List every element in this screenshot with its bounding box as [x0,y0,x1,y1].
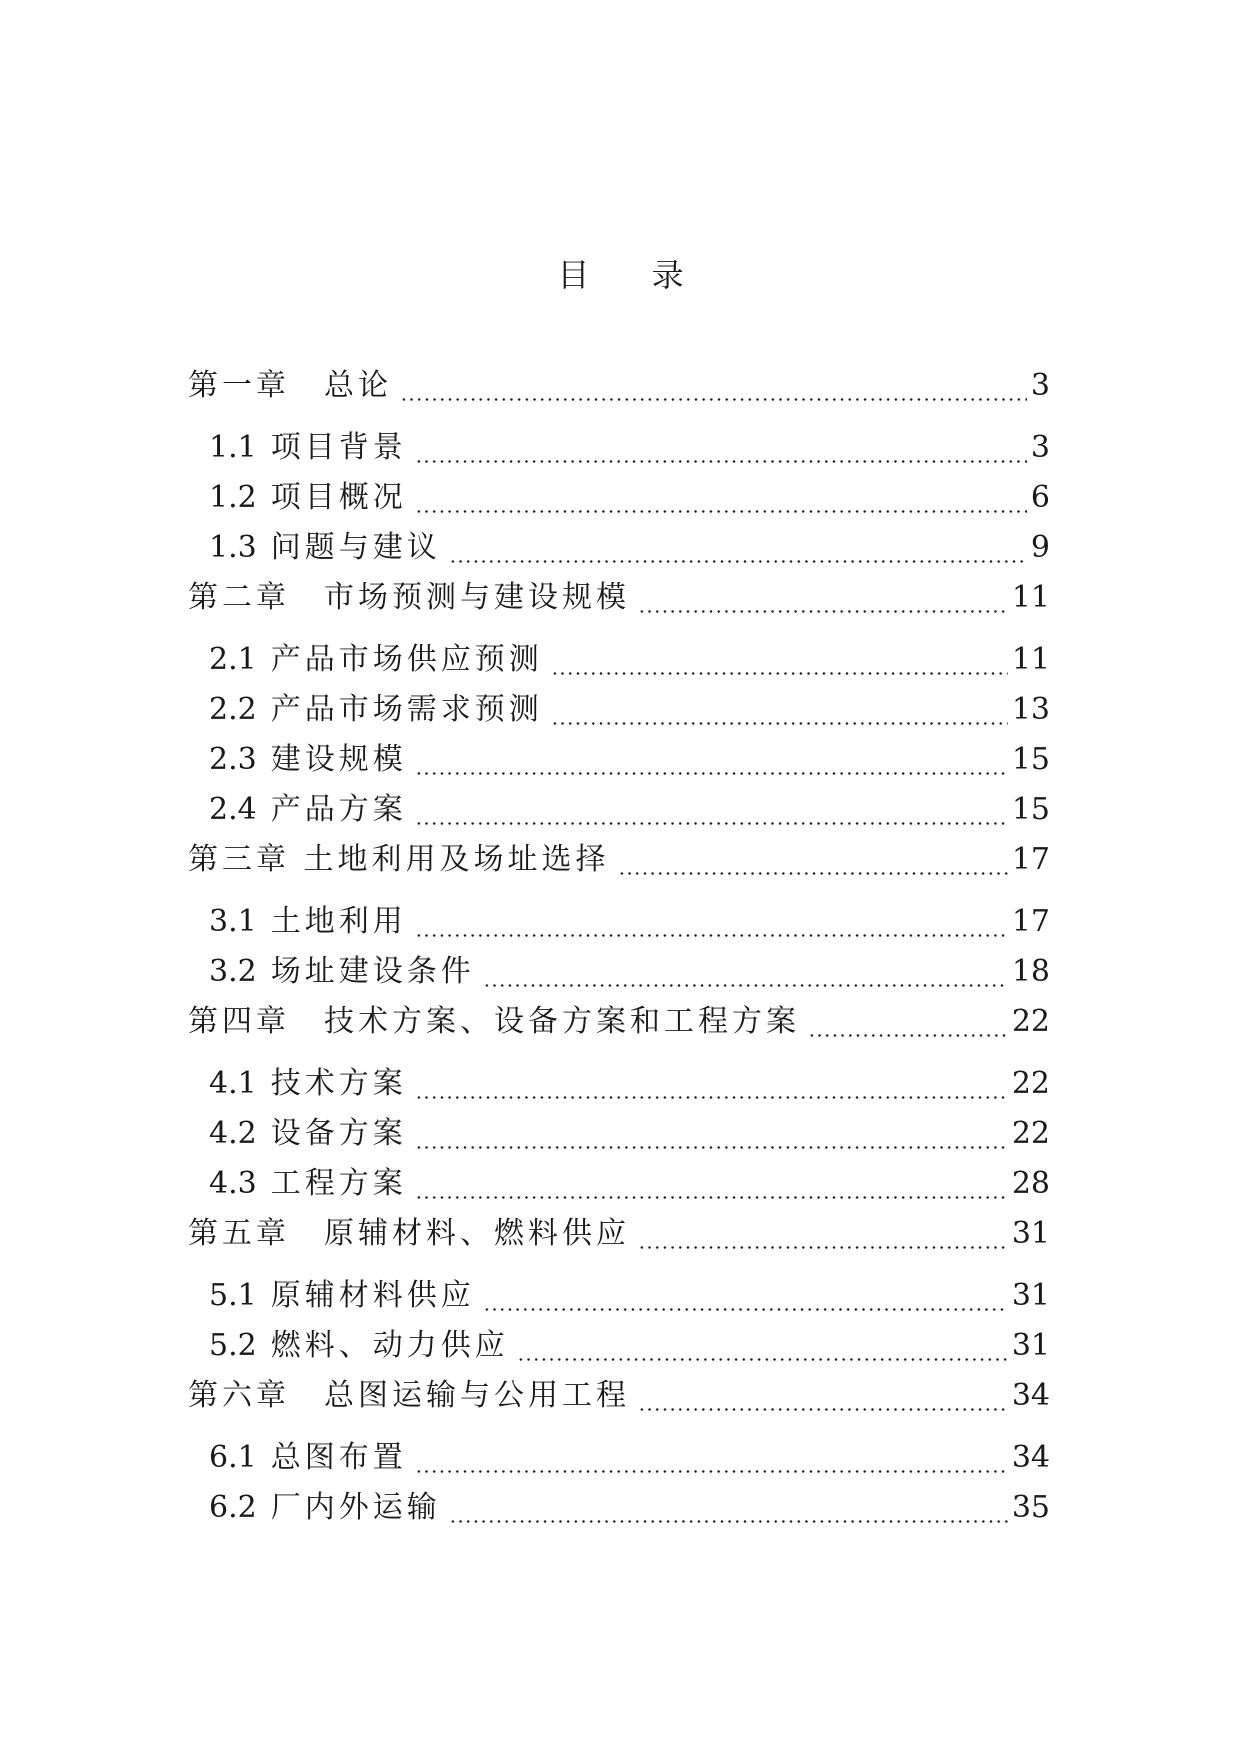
toc-page-number: 35 [1011,1490,1050,1525]
toc-page-number: 31 [1011,1278,1050,1313]
toc-section-4-1[interactable] [188,1055,1050,1105]
toc-page-number: 22 [1011,1004,1050,1039]
toc-chapter-label: 第二章 市场预测与建设规模 [188,580,630,615]
toc-page-number: 11 [1011,580,1050,615]
dot-leader [400,373,1027,407]
dot-leader [638,1221,1008,1255]
dot-leader [449,1495,1008,1529]
toc-page-number: 34 [1011,1440,1050,1475]
toc-section-label: 产品市场需求预测 [270,692,543,727]
toc-section-label: 产品方案 [270,792,407,827]
toc-section-3-2[interactable] [188,943,1050,993]
toc-title: 目 录 [557,256,710,294]
toc-chapter-label: 第四章 技术方案、设备方案和工程方案 [188,1004,800,1039]
toc-section-6-2[interactable] [188,1479,1050,1529]
toc-chapter-label: 第六章 总图运输与公用工程 [188,1378,630,1413]
toc-section-5-2[interactable] [188,1317,1050,1367]
toc-chapter-label: 第一章 总论 [188,368,392,403]
dot-leader [449,535,1027,569]
toc-section-4-2[interactable] [188,1105,1050,1155]
toc-section-number: 4.1 [209,1066,257,1101]
toc-section-number: 4.2 [209,1116,257,1151]
toc-section-number: 2.1 [209,642,257,677]
toc-page-number: 22 [1011,1116,1050,1151]
toc-section-1-3[interactable] [188,519,1050,569]
toc-section-label: 土地利用 [270,904,407,939]
toc-chapter-3[interactable] [188,831,1050,881]
toc-section-label: 原辅材料供应 [270,1278,475,1313]
toc-page-number: 17 [1011,842,1050,877]
toc-section-5-1[interactable] [188,1267,1050,1317]
toc-page-number: 18 [1011,954,1050,989]
dot-leader [415,1171,1008,1205]
toc-chapter-4[interactable] [188,993,1050,1043]
toc-section-2-2[interactable] [188,681,1050,731]
toc-section-number: 1.1 [209,430,257,465]
toc-chapter-1[interactable] [188,365,1050,407]
toc-section-3-1[interactable] [188,893,1050,943]
dot-leader [483,959,1008,993]
toc-section-2-3[interactable] [188,731,1050,781]
toc-section-label: 总图布置 [270,1440,407,1475]
dot-leader [415,485,1027,519]
toc-page-number: 11 [1011,642,1050,677]
toc-section-label: 项目概况 [270,480,407,515]
dot-leader [551,647,1008,681]
dot-leader [618,847,1008,881]
toc-section-label: 建设规模 [270,742,407,777]
toc-list [188,365,1050,1529]
toc-section-number: 6.1 [209,1440,257,1475]
toc-chapter-6[interactable] [188,1367,1050,1417]
toc-section-number: 5.1 [209,1278,257,1313]
dot-leader [483,1283,1008,1317]
dot-leader [415,1071,1008,1105]
dot-leader [415,1445,1008,1479]
toc-section-number: 1.3 [209,530,257,565]
dot-leader [808,1009,1008,1043]
toc-section-label: 燃料、动力供应 [270,1328,509,1363]
toc-page-number: 9 [1030,530,1050,565]
toc-page-number: 15 [1011,792,1050,827]
toc-page-number: 28 [1011,1166,1050,1201]
toc-section-2-4[interactable] [188,781,1050,831]
toc-section-label: 设备方案 [270,1116,407,1151]
toc-section-number: 2.4 [209,792,257,827]
dot-leader [415,435,1027,469]
dot-leader [415,747,1008,781]
toc-section-1-1[interactable] [188,419,1050,469]
toc-section-number: 3.2 [209,954,257,989]
dot-leader [638,1383,1008,1417]
toc-section-number: 4.3 [209,1166,257,1201]
toc-page-number: 3 [1030,368,1050,403]
toc-section-label: 工程方案 [270,1166,407,1201]
toc-section-label: 产品市场供应预测 [270,642,543,677]
toc-section-6-1[interactable] [188,1429,1050,1479]
dot-leader [517,1333,1008,1367]
toc-page-number: 6 [1030,480,1050,515]
toc-section-number: 2.2 [209,692,257,727]
toc-section-label: 场址建设条件 [270,954,475,989]
toc-page-number: 31 [1011,1328,1050,1363]
toc-section-label: 项目背景 [270,430,407,465]
toc-section-number: 5.2 [209,1328,257,1363]
toc-page-number: 17 [1011,904,1050,939]
toc-section-number: 6.2 [209,1490,257,1525]
toc-chapter-5[interactable] [188,1205,1050,1255]
dot-leader [415,797,1008,831]
toc-page-number: 22 [1011,1066,1050,1101]
toc-section-number: 1.2 [209,480,257,515]
toc-page-number: 15 [1011,742,1050,777]
toc-section-number: 3.1 [209,904,257,939]
toc-chapter-2[interactable] [188,569,1050,619]
toc-page-number: 34 [1011,1378,1050,1413]
toc-section-number: 2.3 [209,742,257,777]
dot-leader [415,909,1008,943]
toc-section-2-1[interactable] [188,631,1050,681]
toc-section-label: 厂内外运输 [270,1490,441,1525]
toc-chapter-label: 第三章 土地利用及场址选择 [188,842,610,877]
toc-page-number: 31 [1011,1216,1050,1251]
toc-section-label: 技术方案 [270,1066,407,1101]
dot-leader [551,697,1008,731]
toc-section-1-2[interactable] [188,469,1050,519]
toc-section-label: 问题与建议 [270,530,441,565]
toc-page-number: 3 [1030,430,1050,465]
toc-chapter-label: 第五章 原辅材料、燃料供应 [188,1216,630,1251]
dot-leader [638,585,1008,619]
toc-page-number: 13 [1011,692,1050,727]
dot-leader [415,1121,1008,1155]
toc-section-4-3[interactable] [188,1155,1050,1205]
